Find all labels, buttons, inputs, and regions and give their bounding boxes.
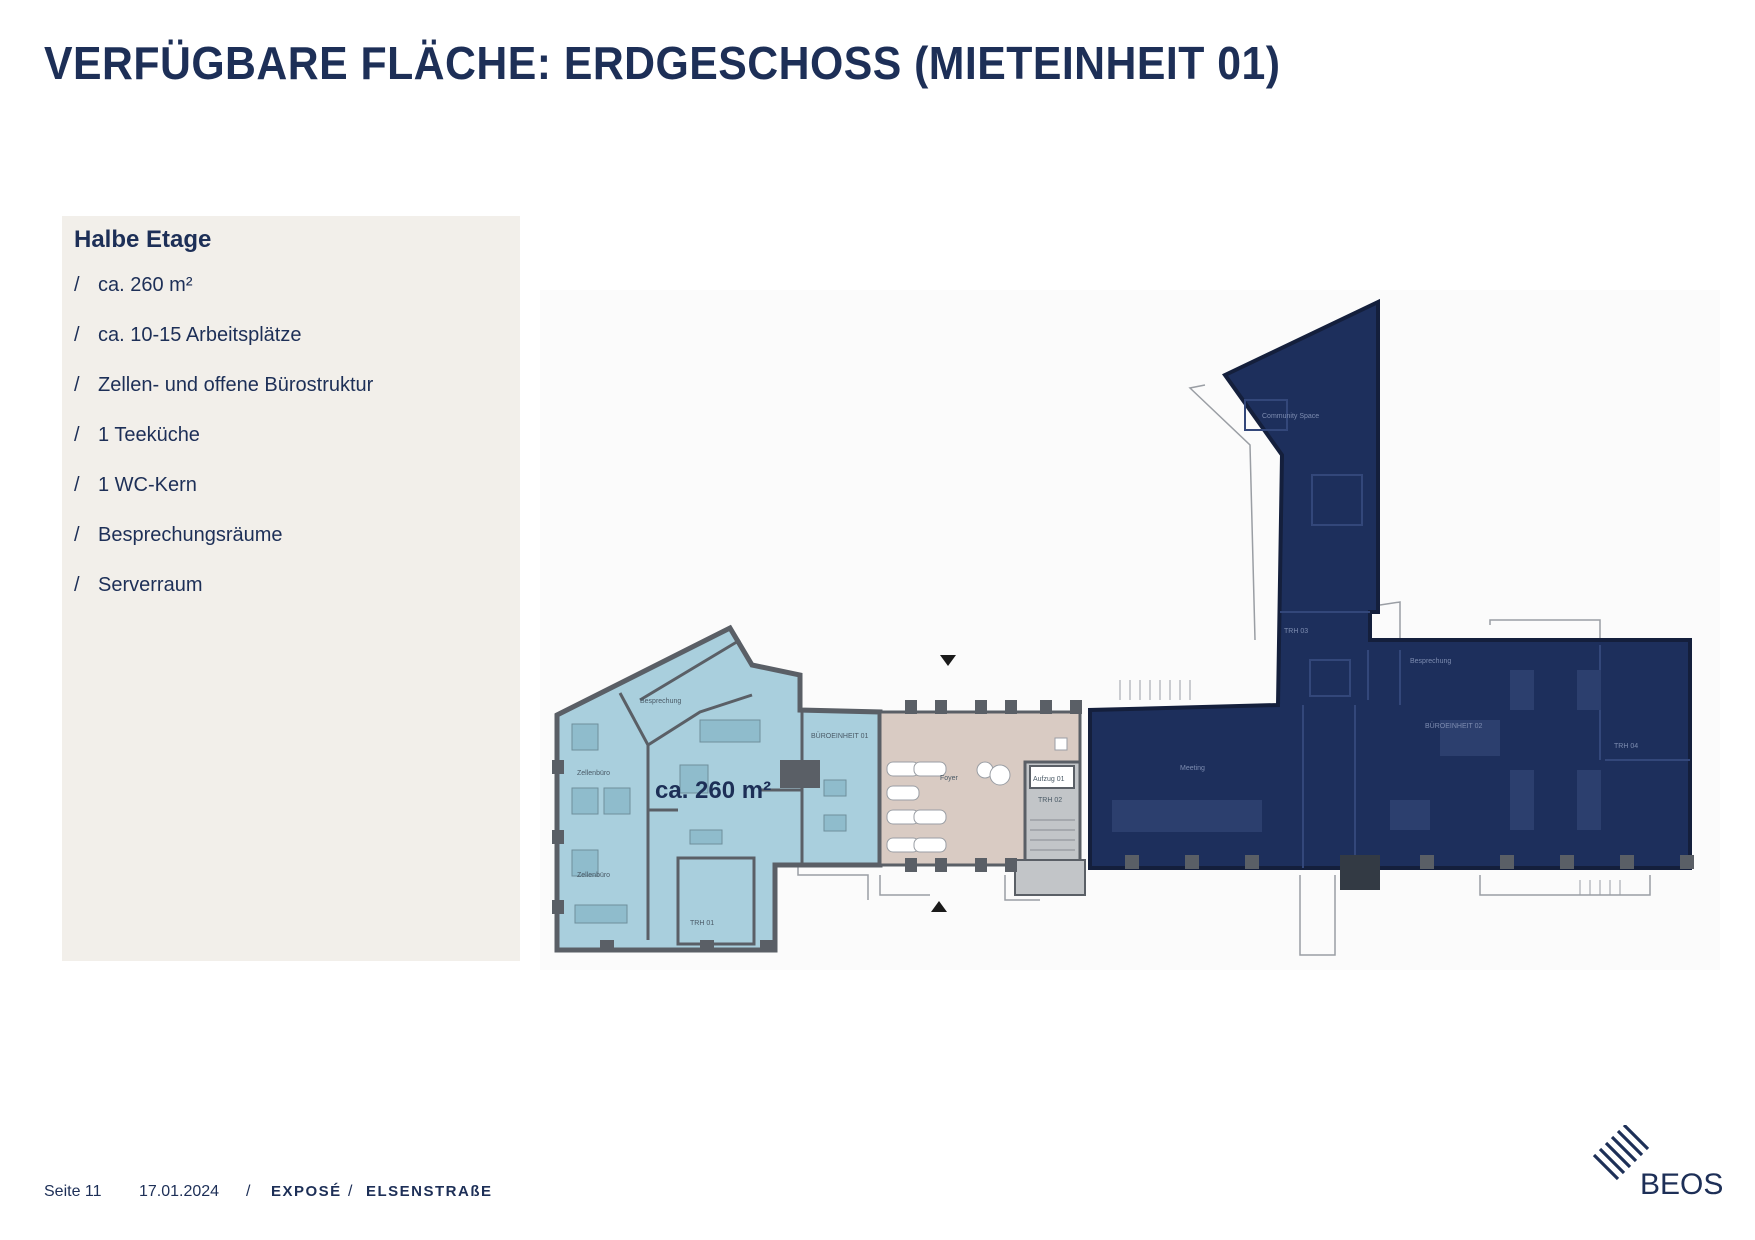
page-title: VERFÜGBARE FLÄCHE: ERDGESCHOSS (MIETEINHEIT 01) — [44, 37, 1281, 89]
info-heading: Halbe Etage — [74, 226, 212, 253]
column-block — [780, 760, 820, 788]
core-lower — [1015, 860, 1085, 895]
list-item-text: Zellen- und offene Bürostruktur — [98, 374, 374, 396]
room-label: Meeting — [1180, 765, 1205, 772]
area-label: ca. 260 m² — [655, 777, 772, 804]
list-item — [74, 374, 373, 424]
room-label: Zellenbüro — [577, 872, 611, 879]
footer-doc: EXPOSÉ — [271, 1183, 342, 1200]
bullet-slash: / — [74, 424, 80, 446]
list-item-text: 1 WC-Kern — [98, 474, 197, 496]
list-item-text: ca. 260 m² — [98, 274, 193, 296]
bullet-slash: / — [74, 324, 80, 346]
room-label: Community Space — [1262, 413, 1320, 420]
room-label: Besprechung — [640, 698, 682, 705]
list-item-text: Besprechungsräume — [98, 524, 283, 546]
list-item — [74, 524, 373, 574]
bullet-slash: / — [74, 474, 80, 496]
list-item-text: 1 Teeküche — [98, 424, 200, 446]
bullet-slash: / — [74, 374, 80, 396]
floor-plan — [540, 290, 1720, 970]
room-label: TRH 02 — [1038, 797, 1063, 804]
bullet-slash: / — [74, 574, 80, 596]
list-item — [74, 324, 373, 374]
list-item — [74, 274, 373, 324]
room-label: BÜROEINHEIT 02 — [1425, 723, 1483, 730]
footer-separator: / — [246, 1183, 251, 1200]
room-label: TRH 03 — [1284, 628, 1309, 635]
list-item — [74, 574, 373, 624]
feature-list — [74, 274, 373, 624]
list-item-text: ca. 10-15 Arbeitsplätze — [98, 324, 302, 346]
bullet-slash: / — [74, 274, 80, 296]
footer-page: Seite 11 — [44, 1183, 102, 1200]
room-label: TRH 04 — [1614, 743, 1639, 750]
column-block — [1340, 855, 1380, 890]
footer-date: 17.01.2024 — [139, 1183, 220, 1200]
room-label: Aufzug 01 — [1033, 776, 1065, 783]
list-item-text: Serverraum — [98, 574, 203, 596]
room-label: BÜROEINHEIT 01 — [811, 733, 869, 740]
logo-text: BEOS — [1640, 1168, 1724, 1201]
bullet-slash: / — [74, 524, 80, 546]
room-label: Foyer — [940, 775, 958, 782]
info-box — [62, 216, 520, 961]
footer-separator: / — [348, 1183, 353, 1200]
room-label: Besprechung — [1410, 658, 1452, 665]
room-label: Zellenbüro — [577, 770, 611, 777]
list-item — [74, 424, 373, 474]
list-item — [74, 474, 373, 524]
room-label: TRH 01 — [690, 920, 715, 927]
footer-street: ELSENSTRAßE — [366, 1183, 493, 1200]
